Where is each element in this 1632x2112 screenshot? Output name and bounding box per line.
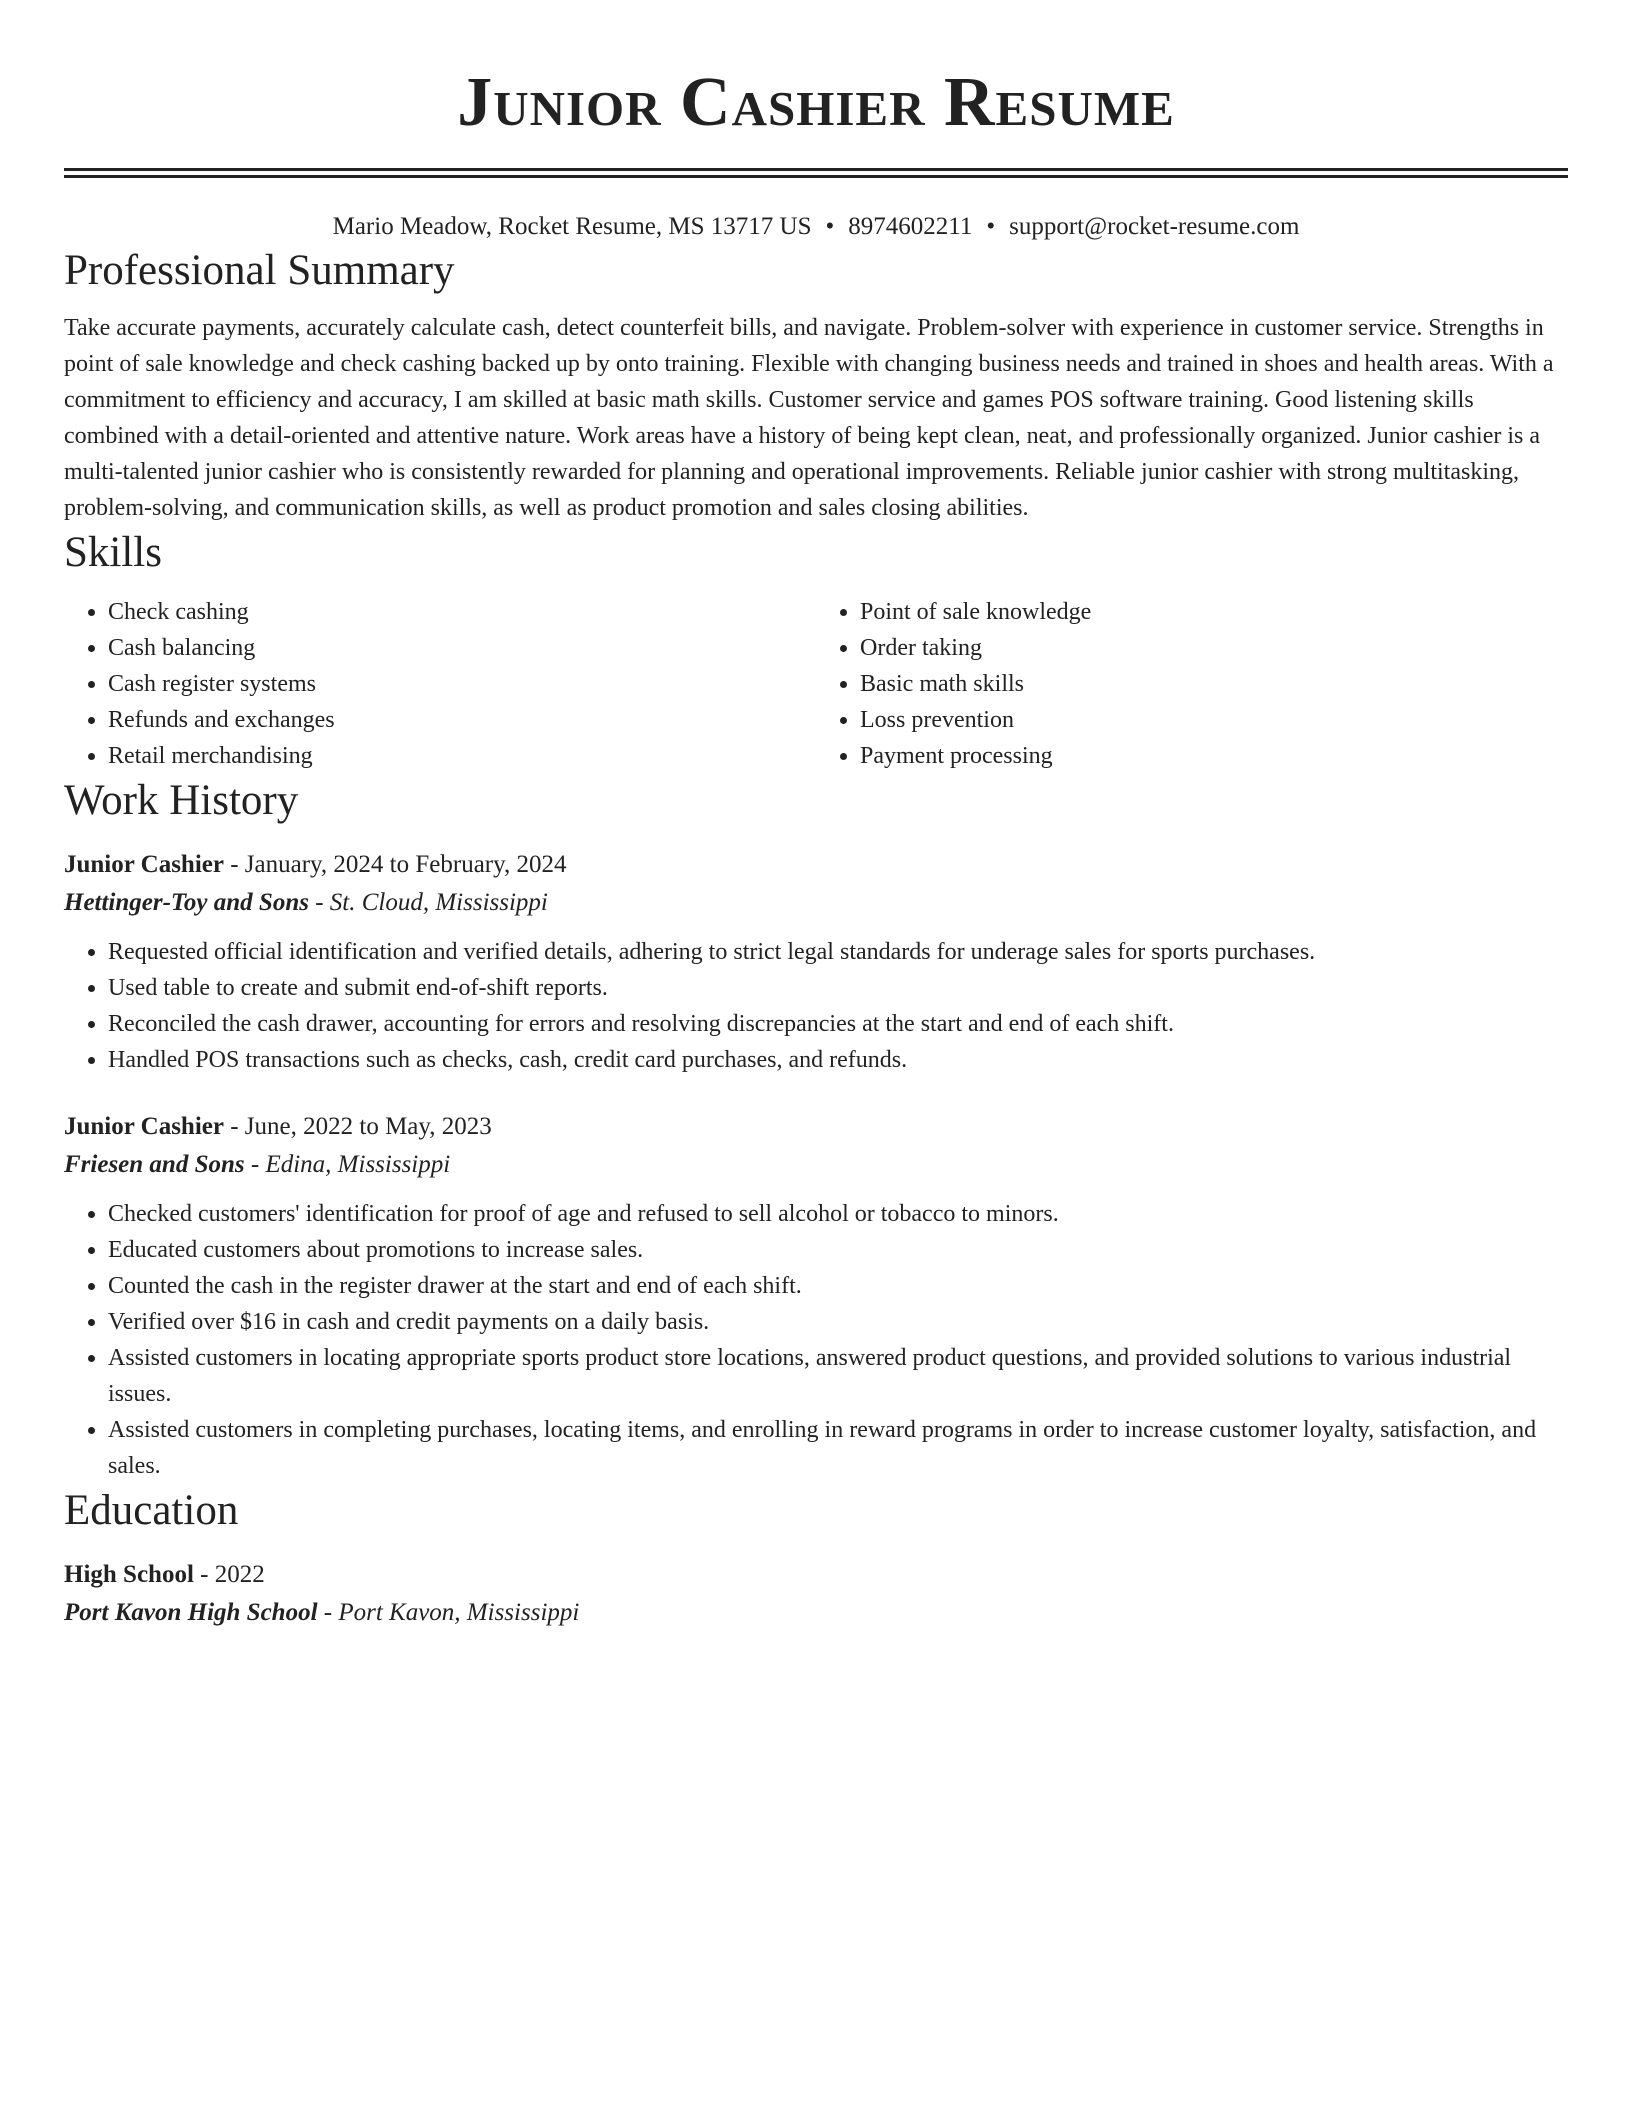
duty-item: • Checked customers' identification for proof of age and refused to sell alcohol or tobacco to minors.	[108, 1196, 1568, 1232]
skill-item: • Cash register systems	[108, 666, 816, 702]
contact-email: support@rocket-resume.com	[1009, 213, 1300, 240]
skill-item: • Payment processing	[860, 738, 1568, 774]
company-location: - St. Cloud, Mississippi	[308, 889, 548, 916]
skill-item: • Retail merchandising	[108, 738, 816, 774]
contact-phone: 8974602211	[848, 213, 973, 240]
company-name: Friesen and Sons	[64, 1151, 245, 1178]
graduation-year: - 2022	[193, 1561, 265, 1588]
duty-item: • Reconciled the cash drawer, accounting for errors and resolving discrepancies at the start and end of each shift.	[108, 1006, 1568, 1042]
job-title-line	[64, 1108, 1568, 1146]
duty-item: • Assisted customers in locating appropriate sports product store locations, answered product questions, and provided solutions to various industrial issues.	[108, 1340, 1568, 1412]
skills-column-left	[64, 594, 816, 774]
skill-item: • Order taking	[860, 630, 1568, 666]
resume-title: Junior Cashier Resume	[457, 64, 1175, 141]
skills-list	[64, 594, 1568, 774]
skills-column-right	[816, 594, 1568, 774]
company-line	[64, 1146, 1568, 1184]
duty-item: • Verified over $16 in cash and credit payments on a daily basis.	[108, 1304, 1568, 1340]
contact-separator: •	[986, 213, 996, 240]
work-history-heading: Work History	[64, 777, 299, 824]
skill-item: • Basic math skills	[860, 666, 1568, 702]
job-dates: - January, 2024 to February, 2024	[223, 851, 567, 878]
duty-item: • Counted the cash in the register drawer at the start and end of each shift.	[108, 1268, 1568, 1304]
contact-address: Mario Meadow, Rocket Resume, MS 13717 US	[332, 213, 812, 240]
duty-item: • Requested official identification and verified details, adhering to strict legal standards for underage sales for sports purchases.	[108, 934, 1568, 970]
duty-item: • Assisted customers in completing purchases, locating items, and enrolling in reward programs in order to increase customer loyalty, satisfaction, and sales.	[108, 1412, 1568, 1484]
job-entry	[64, 1108, 1568, 1484]
summary-text: Take accurate payments, accurately calculate cash, detect counterfeit bills, and navigate. Problem-solver with experience in customer service. Strengths in point of sale knowledge and check cashing backed up by onto training. Flexible with changing business needs and trained in shoes and health areas. With a commitment to efficiency and accuracy, I am skilled at basic math skills. Customer service and games POS software training. Good listening skills combined with a detail-oriented and attentive nature. Work areas have a history of being kept clean, neat, and professionally organized. Junior cashier is a multi-talented junior cashier who is consistently rewarded for planning and operational improvements. Reliable junior cashier with strong multitasking, problem-solving, and communication skills, as well as product promotion and sales closing abilities.	[64, 315, 1554, 521]
skill-item: • Point of sale knowledge	[860, 594, 1568, 630]
skill-item: • Loss prevention	[860, 702, 1568, 738]
job-dates: - June, 2022 to May, 2023	[223, 1113, 492, 1140]
duty-item: • Handled POS transactions such as checks, cash, credit card purchases, and refunds.	[108, 1042, 1568, 1078]
job-duties	[64, 1196, 1568, 1484]
skill-item: • Refunds and exchanges	[108, 702, 816, 738]
summary-heading: Professional Summary	[64, 247, 455, 294]
company-name: Hettinger-Toy and Sons	[64, 889, 309, 916]
job-title: Junior Cashier	[64, 1113, 224, 1140]
education-entry	[64, 1556, 1568, 1632]
job-duties	[64, 934, 1568, 1078]
skill-item: • Check cashing	[108, 594, 816, 630]
skill-item: • Cash balancing	[108, 630, 816, 666]
company-location: - Edina, Mississippi	[244, 1151, 451, 1178]
contact-separator: •	[825, 213, 835, 240]
contact-line	[64, 210, 1568, 244]
school-location: - Port Kavon, Mississippi	[317, 1599, 580, 1626]
duty-item: • Educated customers about promotions to increase sales.	[108, 1232, 1568, 1268]
duty-item: • Used table to create and submit end-of-shift reports.	[108, 970, 1568, 1006]
degree: High School	[64, 1561, 194, 1588]
company-line	[64, 884, 1568, 922]
job-title-line	[64, 846, 1568, 884]
title-double-rule	[64, 168, 1568, 178]
degree-line	[64, 1556, 1568, 1594]
skills-heading: Skills	[64, 529, 162, 576]
school-line	[64, 1594, 1568, 1632]
job-entry	[64, 846, 1568, 1078]
education-heading: Education	[64, 1487, 239, 1534]
school-name: Port Kavon High School	[64, 1599, 318, 1626]
job-title: Junior Cashier	[64, 851, 224, 878]
